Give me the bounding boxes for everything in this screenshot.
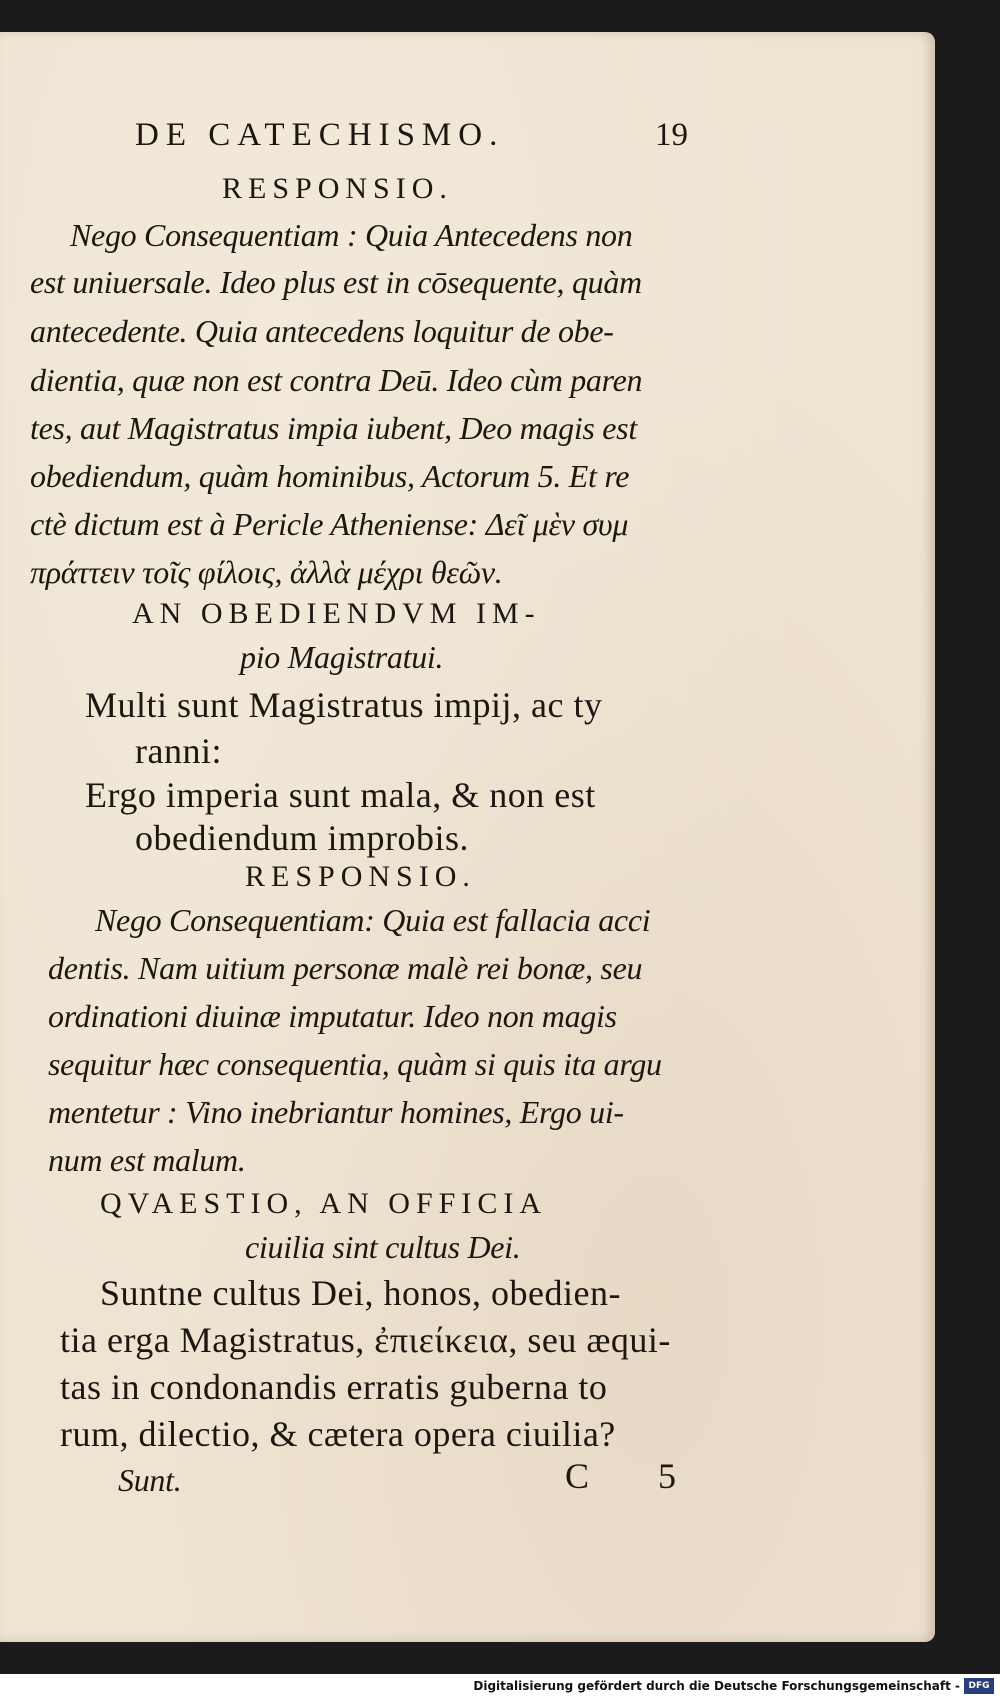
text-line: dentis. Nam uitium personæ malè rei bonæ, seu: [48, 950, 643, 986]
text-line: obediendum, quàm hominibus, Actorum 5. Et re: [30, 458, 630, 494]
argument-line: Ergo imperia sunt mala, & non est: [85, 775, 596, 815]
text-line: antecedente. Quia antecedens loquitur de obe-: [30, 313, 614, 349]
section-heading: RESPONSIO.: [245, 860, 476, 893]
question-heading: QVAESTIO, AN OFFICIA: [100, 1187, 547, 1220]
signature-mark: C 5: [565, 1456, 707, 1496]
dfg-logo: DFG: [964, 1678, 994, 1694]
argument-line: tas in condonandis erratis guberna to: [60, 1367, 608, 1407]
argument-line: ranni:: [135, 731, 222, 771]
text-line: sequitur hæc consequentia, quàm si quis ita argu: [48, 1046, 662, 1082]
text-line: est uniuersale. Ideo plus est in cōsequente, quàm: [30, 264, 642, 300]
text-line: ctè dictum est à Pericle Atheniense: Δεῖ μὲν συμ: [30, 506, 629, 542]
argument-line: tia erga Magistratus, ἐπιείκεια, seu æqui-: [60, 1320, 671, 1360]
footer-bar: [0, 1674, 1000, 1699]
text-line: mentetur : Vino inebriantur homines, Ergo ui-: [48, 1094, 624, 1130]
text-line: Sunt.: [118, 1462, 182, 1498]
text-line: tes, aut Magistratus impia iubent, Deo magis est: [30, 410, 637, 446]
text-line: Nego Consequentiam : Quia Antecedens non: [70, 217, 633, 253]
argument-line: Multi sunt Magistratus impij, ac ty: [85, 685, 603, 725]
greek-quote-line: πράττειν τοῖς φίλοις, ἀλλὰ μέχρι θεῶν.: [30, 554, 503, 590]
argument-line: rum, dilectio, & cætera opera ciuilia?: [60, 1414, 616, 1454]
text-line: dientia, quæ non est contra Deū. Ideo cùm paren: [30, 362, 643, 398]
question-heading-cont: pio Magistratui.: [240, 639, 444, 675]
running-head: DE CATECHISMO.: [135, 117, 505, 153]
funding-credit: Digitalisierung gefördert durch die Deutsche Forschungsgemeinschaft -: [473, 1679, 960, 1693]
argument-line: Suntne cultus Dei, honos, obedien-: [100, 1273, 621, 1313]
argument-line: obediendum improbis.: [135, 818, 469, 858]
question-heading-cont: ciuilia sint cultus Dei.: [245, 1229, 521, 1265]
text-line: ordinationi diuinæ imputatur. Ideo non magis: [48, 998, 617, 1034]
book-page: [0, 32, 935, 1642]
text-line: num est malum.: [48, 1142, 246, 1178]
text-line: Nego Consequentiam: Quia est fallacia acci: [95, 902, 651, 938]
page-number: 19: [655, 117, 688, 153]
section-heading: RESPONSIO.: [222, 172, 453, 205]
question-heading: AN OBEDIENDVM IM-: [132, 597, 541, 630]
